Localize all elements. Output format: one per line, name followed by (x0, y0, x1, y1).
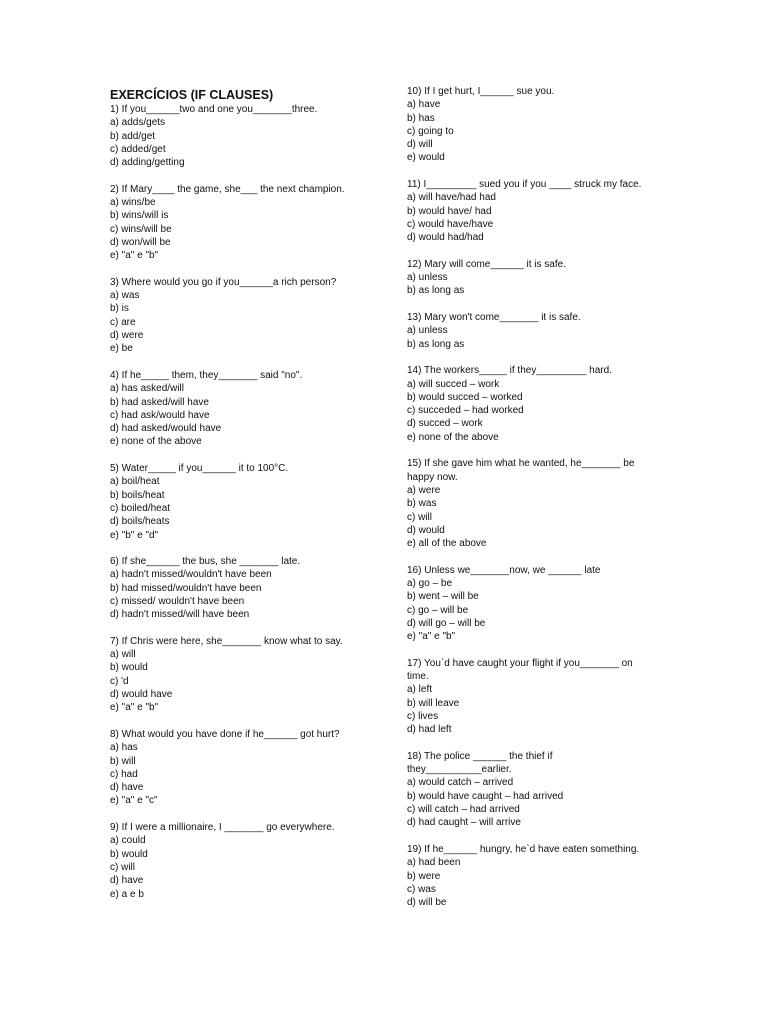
answer-option: a) was (110, 290, 140, 302)
question-block (110, 555, 410, 621)
answer-option: c) added/get (110, 143, 166, 155)
answer-option: b) went – will be (407, 591, 479, 603)
question-text: 18) The police ______ the thief if (407, 750, 553, 762)
answer-option: d) have (110, 875, 144, 887)
answer-option: e) none of the above (407, 431, 499, 443)
answer-option: c) had ask/would have (110, 409, 210, 421)
answer-option: e) "a" e "b" (110, 250, 159, 262)
question-text: they__________earlier. (407, 764, 512, 776)
question-spacer (407, 298, 707, 311)
question-spacer (407, 550, 707, 563)
answer-option: d) will be (407, 897, 447, 909)
answer-option: b) as long as (407, 285, 465, 297)
answer-option: b) has (407, 112, 435, 124)
answer-option: b) had asked/will have (110, 396, 209, 408)
answer-option: d) would have (110, 689, 173, 701)
answer-option: d) adding/getting (110, 157, 185, 169)
answer-option: c) missed/ wouldn't have been (110, 595, 245, 607)
answer-option: a) has asked/will (110, 383, 184, 395)
answer-option: b) would (110, 848, 148, 860)
answer-option: d) will (407, 139, 433, 151)
question-block (110, 276, 410, 356)
answer-option: b) would have/ had (407, 205, 492, 217)
answer-option: d) have (110, 782, 144, 794)
answer-option: a) left (407, 684, 433, 696)
question-block (407, 843, 707, 909)
answer-option: b) would (110, 662, 148, 674)
question-block (407, 85, 707, 165)
answer-option: b) were (407, 870, 441, 882)
question-text: 17) You`d have caught your flight if you_______ on (407, 657, 633, 669)
worksheet-title: EXERCÍCIOS (IF CLAUSES) (110, 88, 274, 102)
question-text: 5) Water_____ if you______ it to 100°C. (110, 463, 289, 475)
answer-option: a) has (110, 742, 138, 754)
answer-option: b) as long as (407, 338, 465, 350)
question-text: 9) If I were a millionaire, I _______ go everywhere. (110, 822, 335, 834)
question-block (407, 178, 707, 244)
answer-option: a) unless (407, 272, 448, 284)
question-spacer (407, 444, 707, 457)
answer-option: d) will go – will be (407, 617, 486, 629)
answer-option: d) had left (407, 724, 452, 736)
answer-option: c) wins/will be (110, 223, 172, 235)
answer-option: a) boil/heat (110, 476, 160, 488)
answer-option: a) have (407, 99, 441, 111)
answer-option: c) succeded – had worked (407, 405, 524, 417)
question-spacer (110, 808, 410, 821)
question-spacer (110, 449, 410, 462)
answer-option: d) would (407, 524, 445, 536)
question-block (110, 103, 410, 169)
question-spacer (407, 165, 707, 178)
question-block (110, 821, 410, 901)
question-spacer (110, 542, 410, 555)
answer-option: c) boiled/heat (110, 502, 171, 514)
answer-option: a) will succed – work (407, 378, 500, 390)
question-spacer (407, 737, 707, 750)
answer-option: c) would have/have (407, 218, 494, 230)
question-spacer (110, 622, 410, 635)
answer-option: c) will (407, 511, 432, 523)
answer-option: b) had missed/wouldn't have been (110, 582, 262, 594)
answer-option: b) was (407, 498, 437, 510)
question-block (407, 457, 707, 550)
question-text: 6) If she______ the bus, she _______ late. (110, 556, 301, 568)
question-text: 19) If he______ hungry, he`d have eaten something. (407, 843, 640, 855)
answer-option: c) go – will be (407, 604, 469, 616)
answer-option: b) would have caught – had arrived (407, 790, 564, 802)
question-block (110, 183, 410, 263)
question-text: 16) Unless we_______now, we ______ late (407, 564, 601, 576)
answer-option: d) boils/heats (110, 516, 170, 528)
question-spacer (110, 356, 410, 369)
answer-option: d) won/will be (110, 236, 171, 248)
answer-option: a) had been (407, 857, 461, 869)
answer-option: a) wins/be (110, 197, 156, 209)
question-block (407, 564, 707, 644)
question-block (407, 364, 707, 444)
question-text: 1) If you______two and one you_______three. (110, 104, 318, 115)
question-spacer (110, 263, 410, 276)
answer-option: e) "a" e "b" (407, 631, 456, 643)
question-text: 4) If he_____ them, they_______ said "no". (110, 369, 303, 381)
question-text: 13) Mary won't come_______ it is safe. (407, 312, 581, 324)
question-spacer (407, 245, 707, 258)
answer-option: e) "a" e "b" (110, 702, 159, 714)
answer-option: e) "a" e "c" (110, 795, 158, 807)
answer-option: a) adds/gets (110, 117, 166, 129)
answer-option: a) could (110, 835, 146, 847)
question-text: 3) Where would you go if you______a rich person? (110, 276, 337, 288)
answer-option: e) "b" e "d" (110, 529, 159, 541)
left-column (110, 87, 410, 901)
answer-option: c) will (110, 861, 135, 873)
question-spacer (110, 715, 410, 728)
question-spacer (110, 169, 410, 182)
answer-option: e) would (407, 152, 445, 164)
answer-option: b) will (110, 755, 136, 767)
question-text: 11) I_________ sued you if you ____ struck my face. (407, 179, 642, 191)
answer-option: d) were (110, 330, 144, 342)
answer-option: a) will (110, 649, 136, 661)
question-block (110, 728, 410, 808)
answer-option: a) were (407, 484, 441, 496)
question-spacer (407, 643, 707, 656)
question-spacer (407, 351, 707, 364)
answer-option: c) 'd (110, 675, 129, 687)
question-block (407, 311, 707, 351)
answer-option: a) hadn't missed/wouldn't have been (110, 569, 272, 581)
question-text: 10) If I get hurt, I______ sue you. (407, 86, 555, 97)
right-column (407, 85, 707, 909)
answer-option: b) will leave (407, 697, 460, 709)
question-text: 14) The workers_____ if they_________ hard. (407, 365, 612, 377)
question-spacer (407, 830, 707, 843)
answer-option: c) was (407, 883, 436, 895)
answer-option: b) is (110, 303, 129, 315)
answer-option: d) had caught – will arrive (407, 817, 521, 829)
question-block (407, 657, 707, 737)
answer-option: c) had (110, 768, 138, 780)
answer-option: e) all of the above (407, 538, 487, 550)
answer-option: a) will have/had had (407, 192, 496, 204)
answer-option: a) go – be (407, 577, 453, 589)
answer-option: c) will catch – had arrived (407, 804, 520, 816)
answer-option: e) be (110, 343, 133, 355)
answer-option: b) add/get (110, 130, 156, 142)
question-text: 12) Mary will come______ it is safe. (407, 258, 566, 270)
answer-option: e) a e b (110, 888, 144, 900)
question-block (407, 750, 707, 830)
answer-option: b) would succed – worked (407, 391, 523, 403)
question-text: 15) If she gave him what he wanted, he_______ be (407, 458, 635, 470)
answer-option: d) hadn't missed/will have been (110, 609, 250, 621)
answer-option: d) succed – work (407, 418, 483, 430)
answer-option: b) boils/heat (110, 489, 165, 501)
answer-option: c) going to (407, 125, 454, 137)
answer-option: a) unless (407, 325, 448, 337)
answer-option: a) would catch – arrived (407, 777, 514, 789)
answer-option: d) had asked/would have (110, 423, 222, 435)
question-block (407, 258, 707, 298)
answer-option: c) lives (407, 710, 439, 722)
question-block (110, 462, 410, 542)
answer-option: b) wins/will is (110, 210, 169, 222)
answer-option: e) none of the above (110, 436, 202, 448)
question-block (110, 635, 410, 715)
question-block (110, 369, 410, 449)
question-text: time. (407, 671, 429, 683)
question-text: happy now. (407, 471, 458, 483)
question-text: 2) If Mary____ the game, she___ the next champion. (110, 183, 345, 195)
question-text: 8) What would you have done if he______ got hurt? (110, 728, 340, 740)
answer-option: c) are (110, 316, 136, 328)
question-text: 7) If Chris were here, she_______ know what to say. (110, 635, 343, 647)
answer-option: d) would had/had (407, 232, 484, 244)
